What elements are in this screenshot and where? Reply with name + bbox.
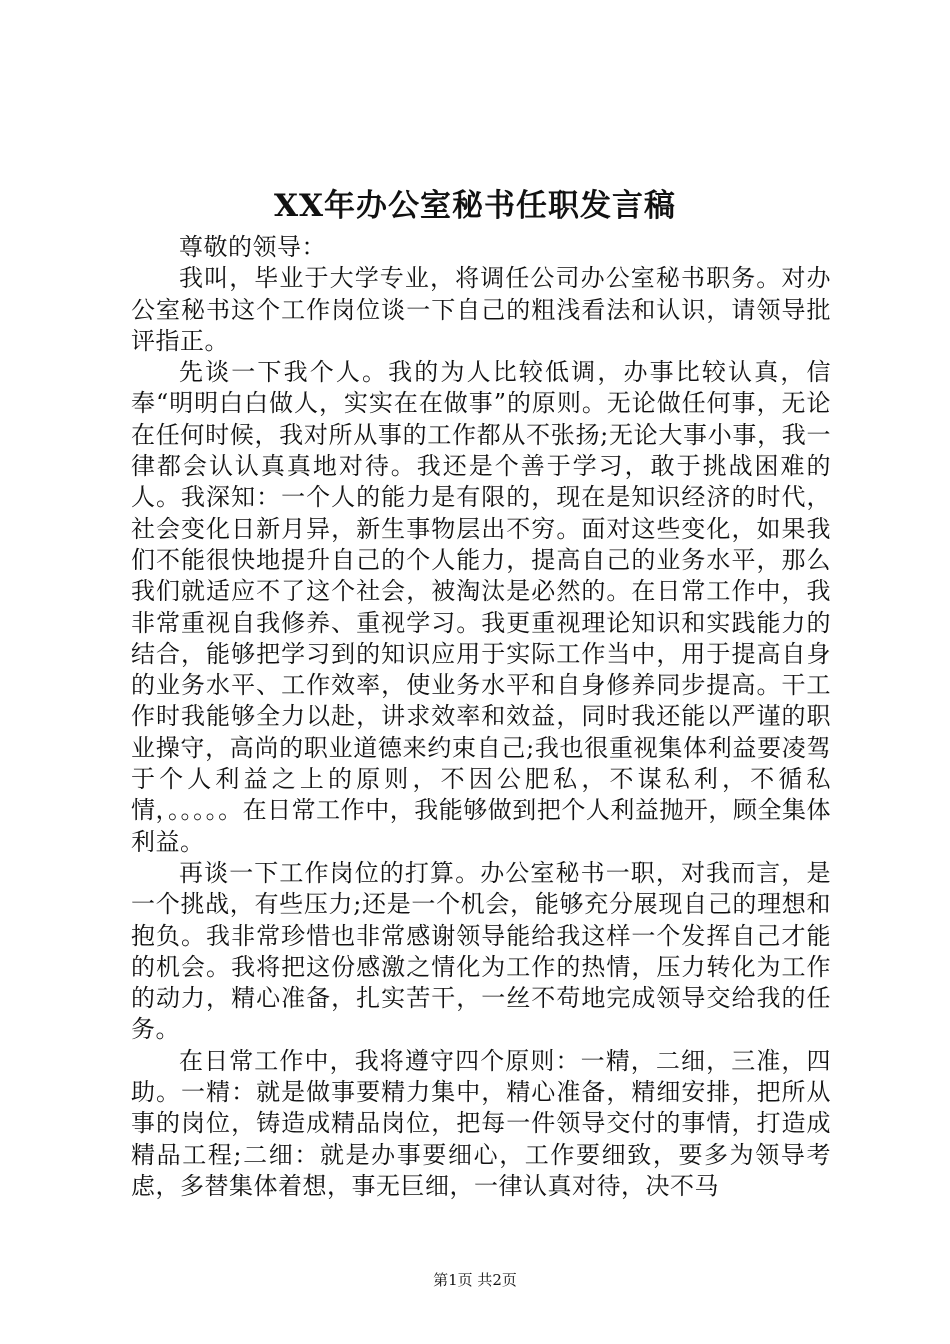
paragraph-intro: 我叫，毕业于大学专业，将调任公司办公室秘书职务。对办公室秘书这个工作岗位谈一下自己的粗浅看法和认识，请领导批评指正。 <box>131 264 831 355</box>
document-body <box>131 232 831 1202</box>
paragraph-personal: 先谈一下我个人。我的为人比较低调，办事比较认真，信奉“明明白白做人，实实在在做事”的原则。无论做任何事，无论在任何时候，我对所从事的工作都从不张扬;无论大事小事，我一律都会认认真真地对待。我还是个善于学习，敢于挑战困难的人。我深知：一个人的能力是有限的，现在是知识经济的时代，社会变化日新月异，新生事物层出不穷。面对这些变化，如果我们不能很快地提升自己的个人能力，提高自己的业务水平，那么我们就适应不了这个社会，被淘汰是必然的。在日常工作中，我非常重视自我修养、重视学习。我更重视理论知识和实践能力的结合，能够把学习到的知识应用于实际工作当中，用于提高自身的业务水平、工作效率，使业务水平和自身修养同步提高。干工作时我能够全力以赴，讲求效率和效益，同时我还能以严谨的职业操守，高尚的职业道德来约束自己;我也很重视集体利益要凌驾于个人利益之上的原则，不因公肥私，不谋私利，不循私情，。。。。。在日常工作中，我能够做到把个人利益抛开，顾全集体利益。 <box>131 358 831 856</box>
paragraph-principles: 在日常工作中，我将遵守四个原则：一精，二细，三准，四助。一精：就是做事要精力集中，精心准备，精细安排，把所从事的岗位，铸造成精品岗位，把每一件领导交付的事情，打造成精品工程;二细：就是办事要细心，工作要细致，要多为领导考虑，多替集体着想，事无巨细，一律认真对待，决不马 <box>131 1046 831 1200</box>
paragraph-plans: 再谈一下工作岗位的打算。办公室秘书一职，对我而言，是一个挑战，有些压力;还是一个机会，能够充分展现自己的理想和抱负。我非常珍惜也非常感谢领导能给我这样一个发挥自己才能的机会。我将把这份感激之情化为工作的热情，压力转化为工作的动力，精心准备，扎实苦干，一丝不苟地完成领导交给我的任务。 <box>131 858 831 1044</box>
salutation: 尊敬的领导： <box>179 233 326 261</box>
page-number-footer: 第1页 共2页 <box>433 1271 517 1289</box>
document-title: XX年办公室秘书任职发言稿 <box>273 188 677 224</box>
